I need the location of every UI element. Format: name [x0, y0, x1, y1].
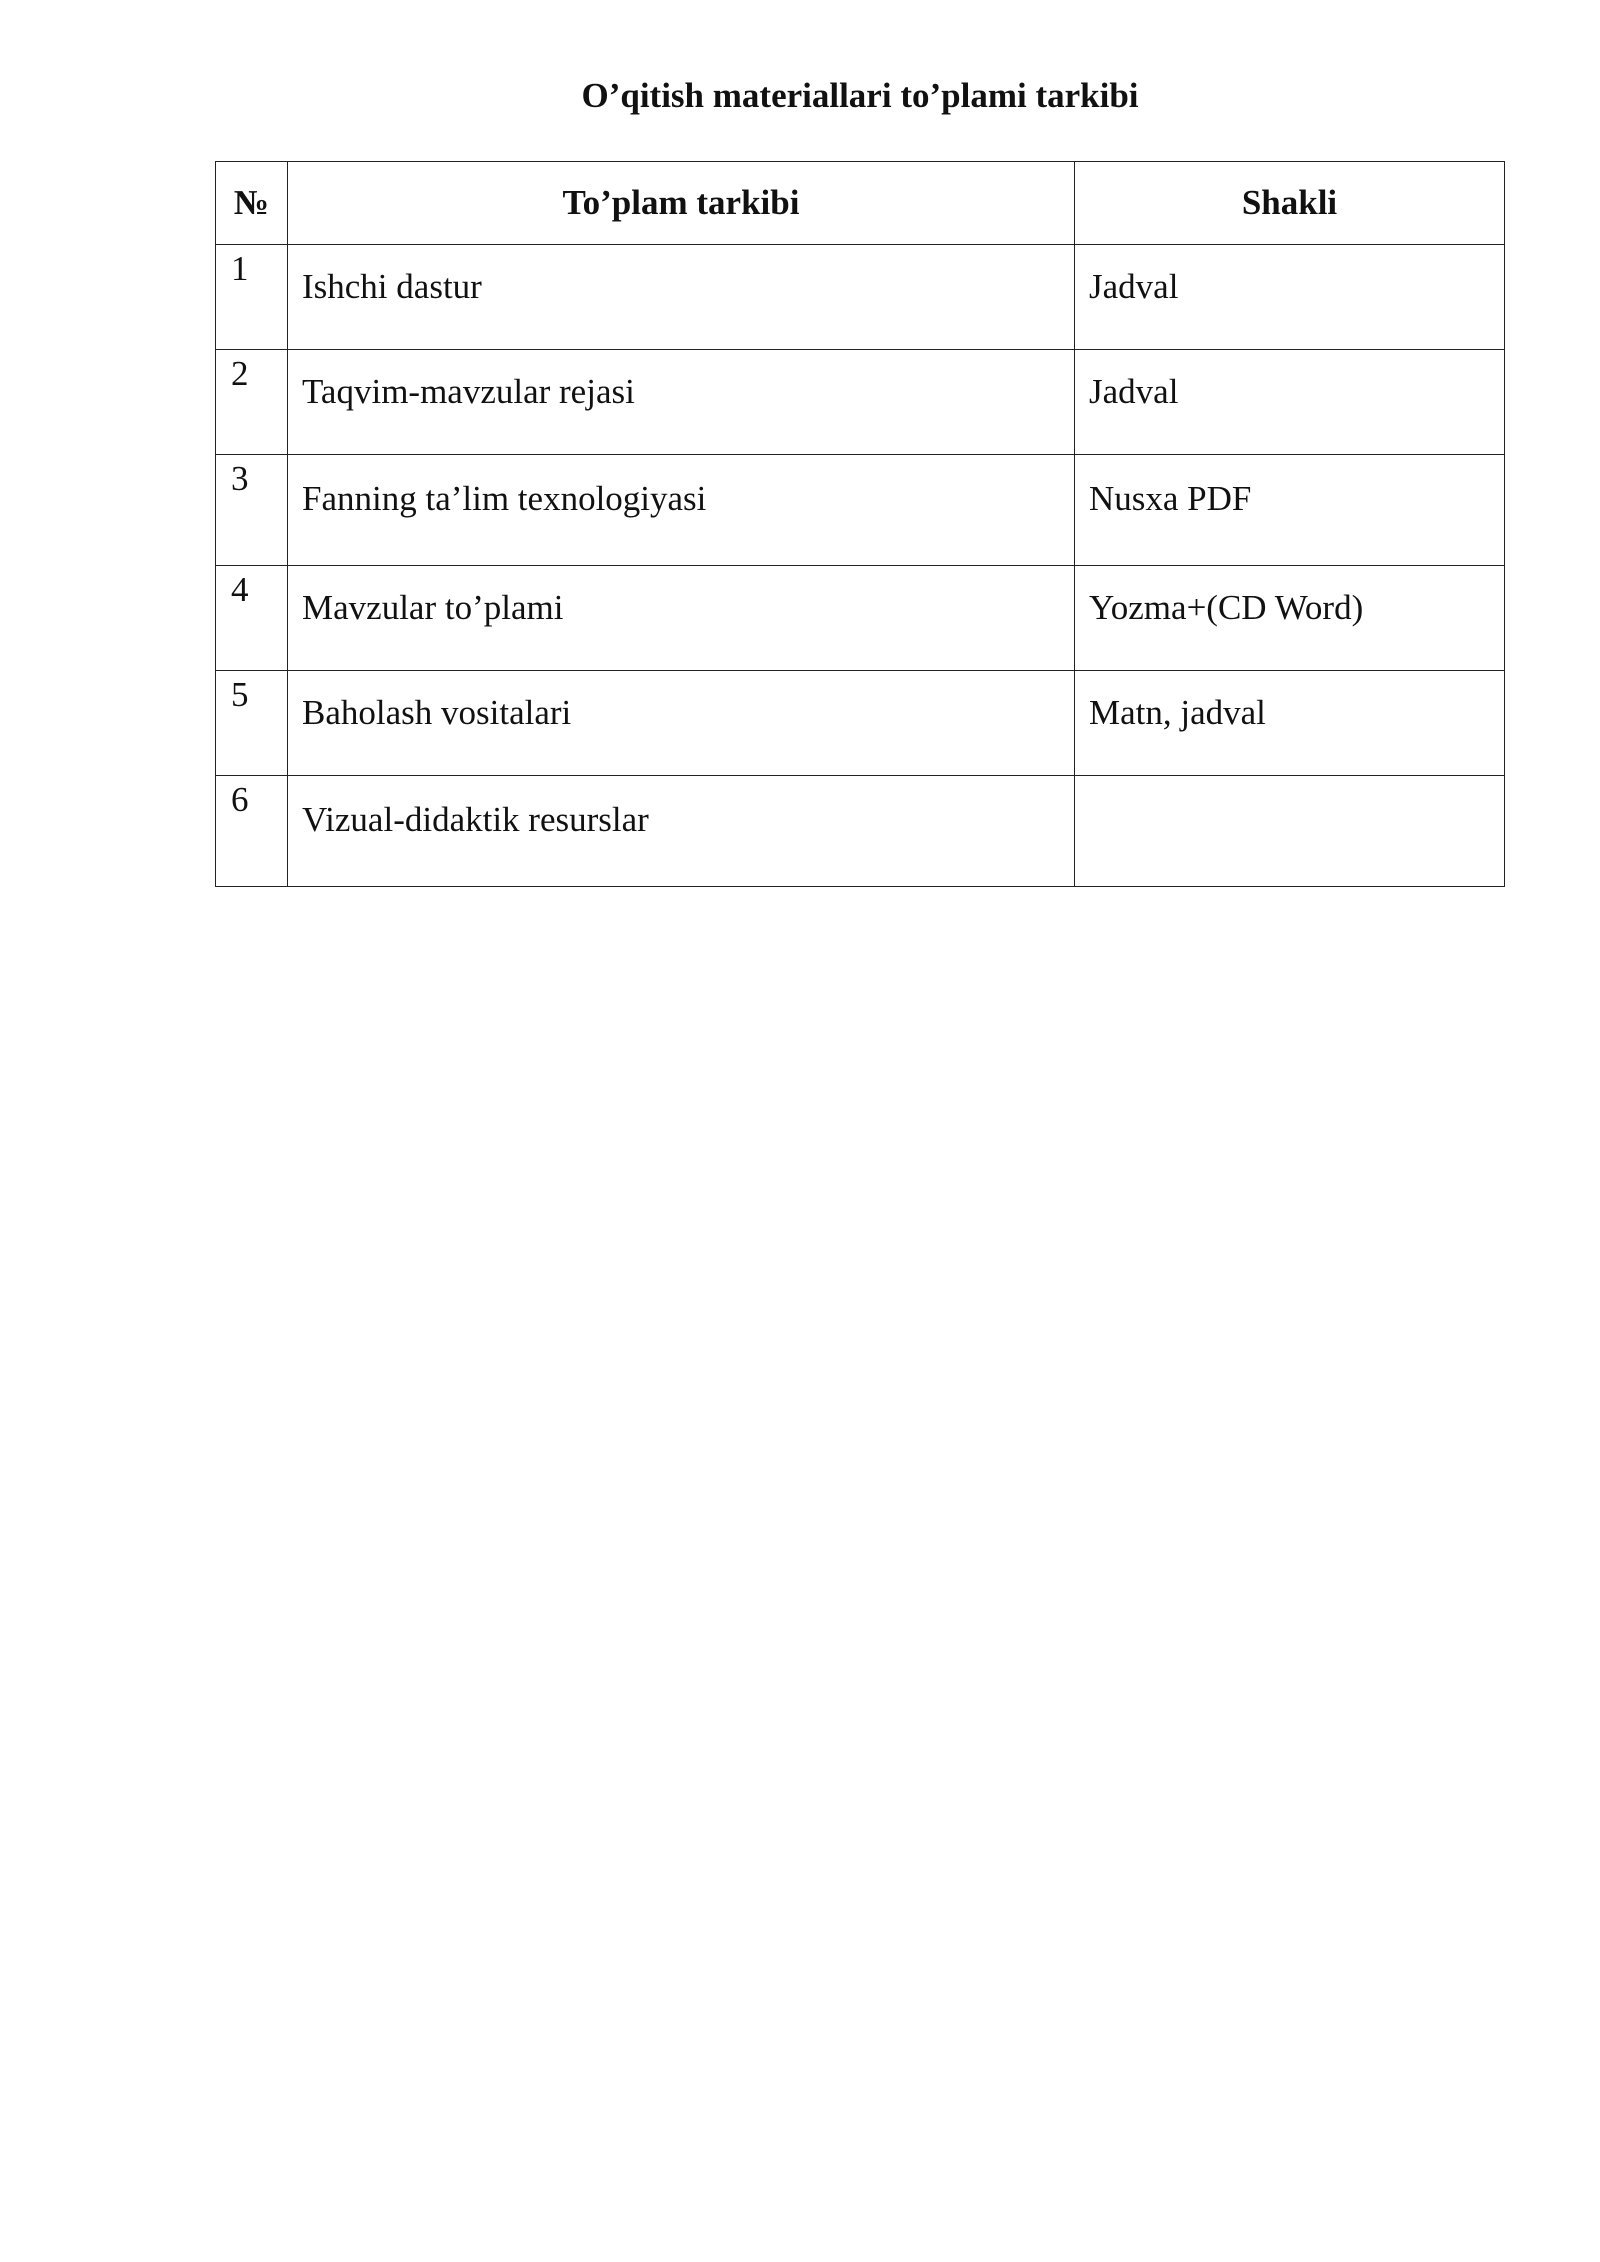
- row-form: Matn, jadval: [1075, 671, 1505, 776]
- row-number: 3: [216, 455, 288, 566]
- table-row: [216, 350, 1505, 455]
- row-number: 5: [216, 671, 288, 776]
- table-row: [216, 776, 1505, 887]
- row-form: Jadval: [1075, 350, 1505, 455]
- materials-table: [215, 161, 1505, 887]
- header-form: Shakli: [1075, 162, 1505, 245]
- row-form: Nusxa PDF: [1075, 455, 1505, 566]
- row-number: 4: [216, 566, 288, 671]
- row-content: Fanning ta’lim texnologiyasi: [288, 455, 1075, 566]
- row-number: 1: [216, 245, 288, 350]
- header-content: To’plam tarkibi: [288, 162, 1075, 245]
- row-number: 2: [216, 350, 288, 455]
- row-content: Vizual-didaktik resurslar: [288, 776, 1075, 887]
- row-form: Yozma+(CD Word): [1075, 566, 1505, 671]
- row-form: [1075, 776, 1505, 887]
- header-number: №: [216, 162, 288, 245]
- row-content: Mavzular to’plami: [288, 566, 1075, 671]
- table-row: [216, 455, 1505, 566]
- table-row: [216, 671, 1505, 776]
- page-title: O’qitish materiallari to’plami tarkibi: [581, 76, 1139, 115]
- table-row: [216, 566, 1505, 671]
- row-content: Taqvim-mavzular rejasi: [288, 350, 1075, 455]
- row-content: Baholash vositalari: [288, 671, 1075, 776]
- row-form: Jadval: [1075, 245, 1505, 350]
- table-row: [216, 245, 1505, 350]
- row-content: Ishchi dastur: [288, 245, 1075, 350]
- row-number: 6: [216, 776, 288, 887]
- table-header-row: [216, 162, 1505, 245]
